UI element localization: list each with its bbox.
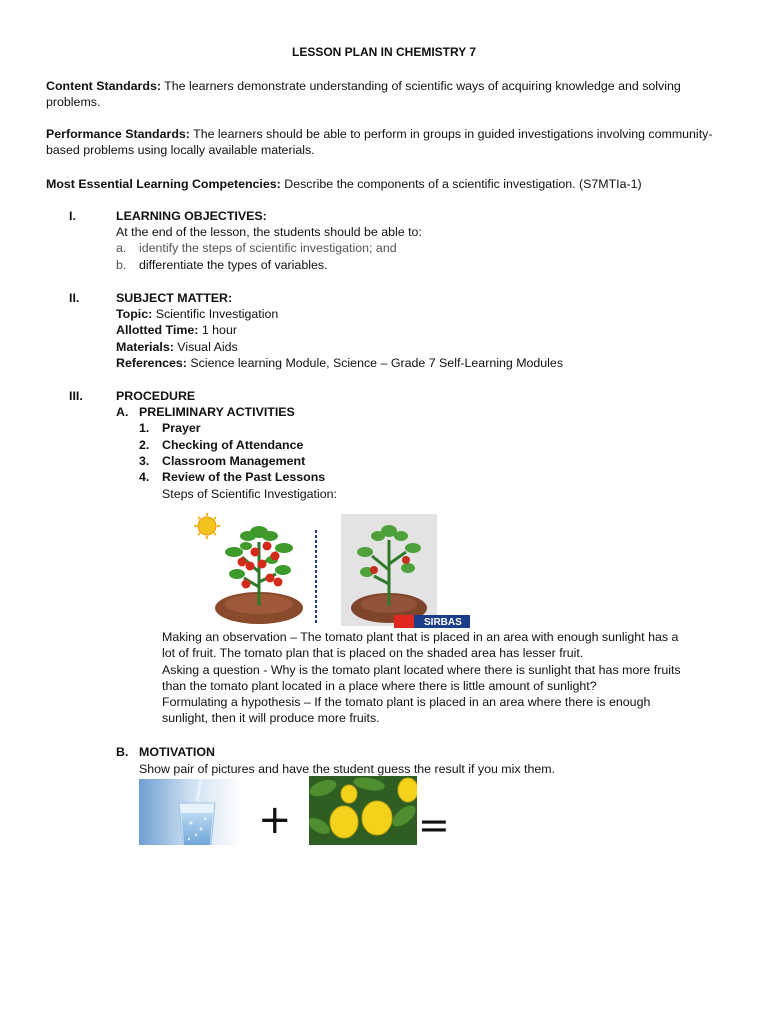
performance-standards-text: The learners should be able to perform in groups in guided investigations involving community- based problems using locally available materials. <box>46 127 713 158</box>
objective-item <box>116 240 397 256</box>
section-i-number: I. <box>69 209 76 223</box>
activity-number: 3. <box>139 454 150 468</box>
observation-line: sunlight, then it will produce more fruits. <box>162 711 380 726</box>
objectives-intro: At the end of the lesson, the students should be able to: <box>116 225 422 239</box>
references-value: Science learning Module, Science – Grade 7 Self-Learning Modules <box>186 356 564 370</box>
observation-line: Asking a question - Why is the tomato plant located where there is sunlight that has more fruits <box>162 662 681 677</box>
objective-letter: a. <box>116 241 127 255</box>
time-value: 1 hour <box>198 323 237 337</box>
observation-text <box>162 629 732 727</box>
steps-intro: Steps of Scientific Investigation: <box>162 487 337 501</box>
lemon-icon <box>309 776 417 845</box>
activity-number: 2. <box>139 438 150 452</box>
topic-line <box>116 306 278 322</box>
observation-line: Formulating a hypothesis – If the tomato plant is placed in an area where there is enough <box>162 695 651 710</box>
topic-label: Topic: <box>116 307 153 321</box>
page-title: LESSON PLAN IN CHEMISTRY 7 <box>291 45 477 59</box>
objective-letter: b. <box>116 258 127 272</box>
activity-item <box>139 437 303 453</box>
topic-value: Scientific Investigation <box>152 307 279 321</box>
melc-text: Describe the components of a scientific investigation. (S7MTIa-1) <box>280 177 642 191</box>
water-glass-picture <box>139 779 243 845</box>
preliminary-label: PRELIMINARY ACTIVITIES <box>139 405 295 419</box>
references-line <box>116 355 563 371</box>
motivation-heading <box>116 744 215 760</box>
melc <box>46 176 726 192</box>
watermark-text: SIRBAS <box>424 617 462 628</box>
content-standards-label: Content Standards: <box>46 79 161 93</box>
equals-sign: = <box>418 803 450 847</box>
preliminary-heading <box>116 404 295 420</box>
subject-matter-heading: SUBJECT MATTER: <box>116 291 233 305</box>
objective-text: differentiate the types of variables. <box>139 258 328 272</box>
performance-standards-label: Performance Standards: <box>46 127 190 141</box>
motivation-text: Show pair of pictures and have the student guess the result if you mix them. <box>139 762 555 776</box>
tomato-plants-figure <box>162 512 470 628</box>
lemon-picture <box>309 776 417 845</box>
observation-line: than the tomato plant located in a place where there is little amount of sunlight? <box>162 678 597 693</box>
section-iii-number: III. <box>69 389 83 403</box>
activity-number: 1. <box>139 421 150 435</box>
preliminary-letter: A. <box>116 405 129 419</box>
objective-text: identify the steps of scientific investigation; and <box>139 241 397 255</box>
melc-label: Most Essential Learning Competencies: <box>46 177 281 191</box>
section-ii-number: II. <box>69 291 80 305</box>
activity-label: Prayer <box>162 421 201 435</box>
activity-item <box>139 469 325 485</box>
objectives-heading: LEARNING OBJECTIVES: <box>116 209 267 223</box>
plus-sign: + <box>258 797 292 843</box>
motivation-letter: B. <box>116 745 129 759</box>
time-line <box>116 322 237 338</box>
activity-item <box>139 420 201 436</box>
references-label: References: <box>116 356 187 370</box>
time-label: Allotted Time: <box>116 323 199 337</box>
materials-line <box>116 339 238 355</box>
content-standards <box>46 78 726 111</box>
materials-value: Visual Aids <box>173 340 238 354</box>
motivation-label: MOTIVATION <box>139 745 215 759</box>
materials-label: Materials: <box>116 340 174 354</box>
activity-number: 4. <box>139 470 150 484</box>
activity-label: Review of the Past Lessons <box>162 470 326 484</box>
performance-standards <box>46 126 726 159</box>
activity-item <box>139 453 305 469</box>
activity-label: Checking of Attendance <box>162 438 304 452</box>
tomato-illustration <box>162 512 470 628</box>
activity-label: Classroom Management <box>162 454 306 468</box>
content-standards-text: The learners demonstrate understanding of scientific ways of acquiring knowledge and solving problems. <box>46 79 681 110</box>
objective-item <box>116 257 328 273</box>
observation-line: lot of fruit. The tomato plan that is placed on the shaded area has lesser fruit. <box>162 646 584 661</box>
observation-line: Making an observation – The tomato plant that is placed in an area with enough sunlight has a <box>162 630 679 644</box>
procedure-heading: PROCEDURE <box>116 389 196 403</box>
water-glass-icon <box>139 779 243 845</box>
